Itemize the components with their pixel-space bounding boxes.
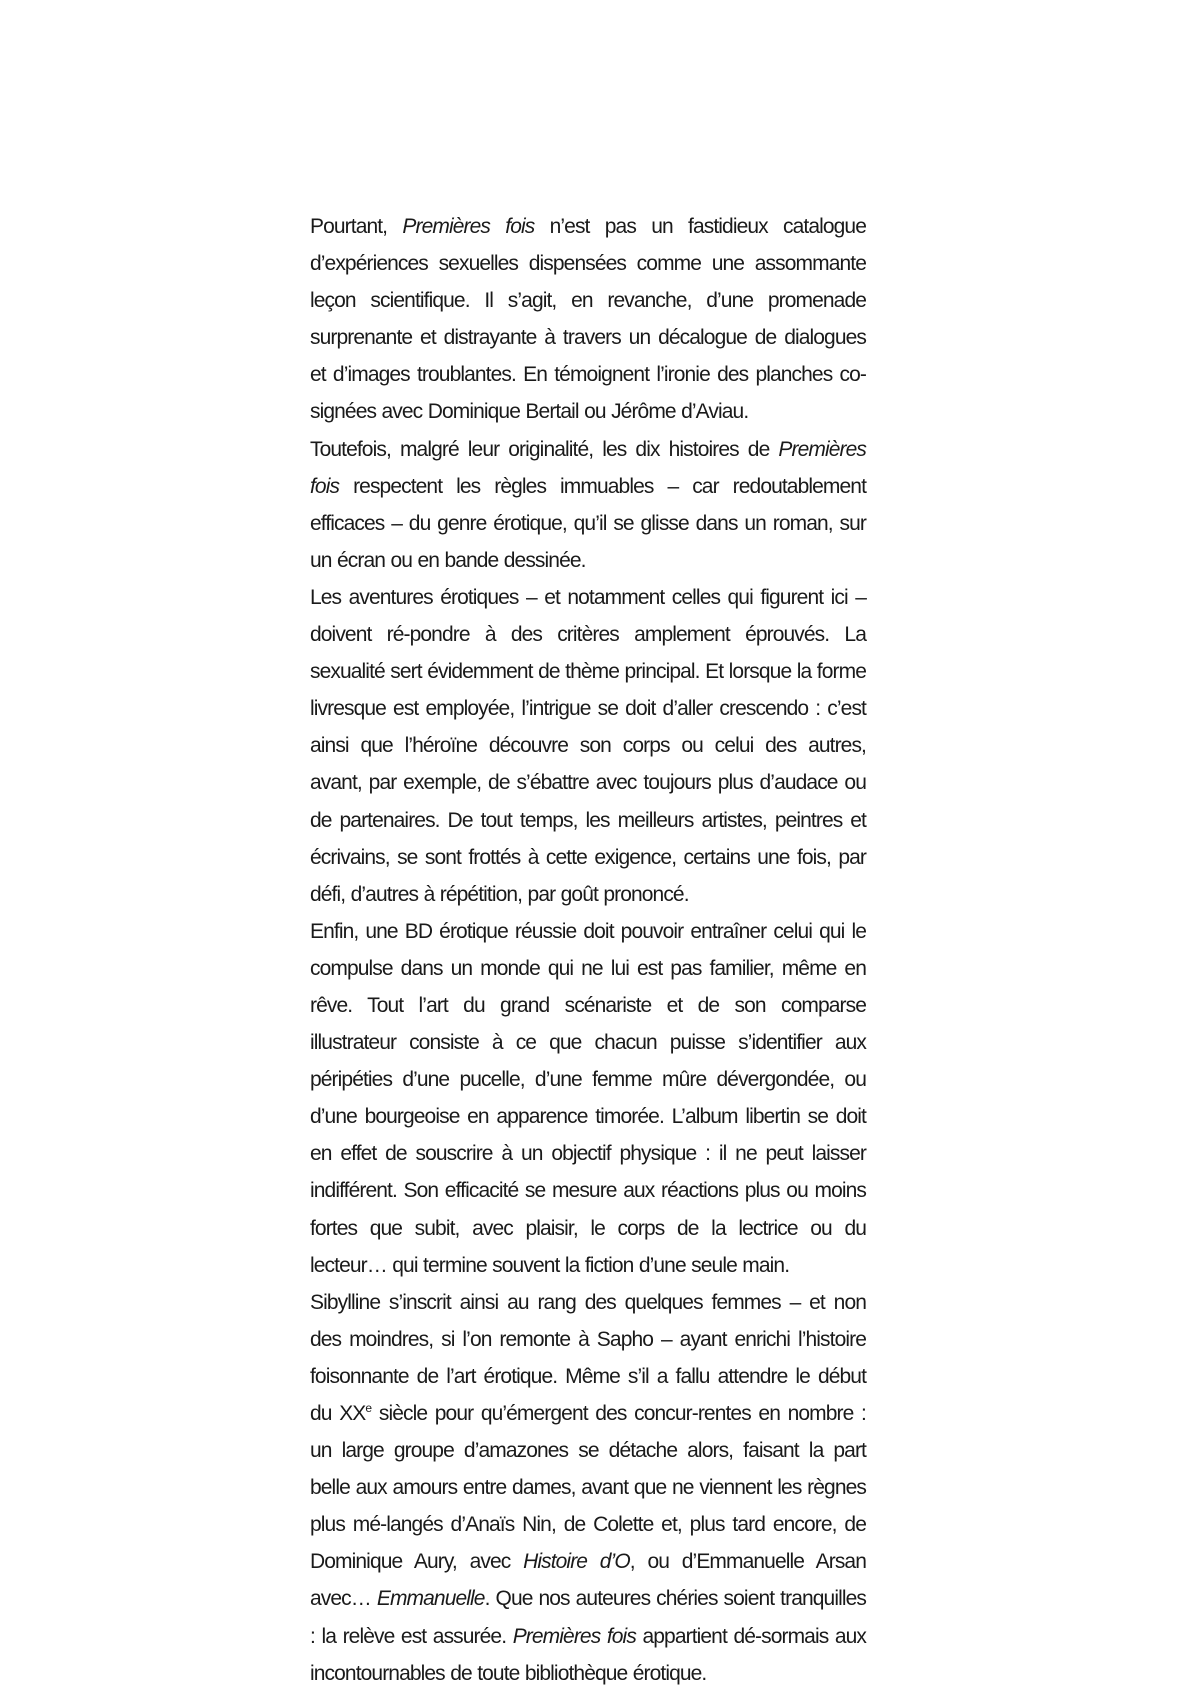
- paragraph: [310, 208, 866, 431]
- italic-title: Premières fois: [402, 215, 535, 238]
- text-segment: . Que nos auteures chéries soient tranquilles : la relève est assurée.: [310, 1587, 866, 1648]
- text-segment: n’est pas un fastidieux catalogue d’expériences sexuelles dispensées comme une assommante leçon scientifique. Il s’agit, en revanche, d’une promenade surprenante et distrayante à travers un décalogue de dialogues et d’images troublantes. En témoignent l’ironie des planches co-signées avec Dominique Bertail ou Jérôme d’Aviau.: [310, 215, 866, 424]
- paragraph: [310, 431, 866, 579]
- text-segment: Enfin, une BD érotique réussie doit pouvoir entraîner celui qui le compulse dans un monde qui ne lui est pas familier, même en rêve. Tout l’art du grand scénariste et de son comparse illustrateur consiste à ce que chacun puisse s’identifier aux péripéties d’une pucelle, d’une femme mûre dévergondée, ou d’une bourgeoise en apparence timorée. L’album libertin se doit en effet de souscrire à un objectif physique : il ne peut laisser indifférent. Son efficacité se mesure aux réactions plus ou moins fortes que subit, avec plaisir, le corps de la lectrice ou du lecteur… qui termine souvent la fiction d’une seule main.: [310, 919, 866, 1277]
- text-segment: siècle pour qu’émergent des concur-rentes en nombre : un large groupe d’amazones se détache alors, faisant la part belle aux amours entre dames, avant que ne viennent les règnes plus mé-langés d’Anaïs Nin, de Colette et, plus tard encore, de Dominique Aury, avec: [310, 1402, 866, 1574]
- text-segment: , ou d’Emmanuelle Arsan avec…: [310, 1550, 866, 1611]
- italic-title: Emmanuelle: [376, 1587, 485, 1611]
- italic-title: Premières fois: [512, 1624, 636, 1648]
- text-segment: Sibylline s’inscrit ainsi au rang des quelques femmes – et non des moindres, si l’on remonte à Sapho – ayant enrichi l’histoire foisonnante de l’art érotique. Même s’il a fallu attendre le début du XX: [310, 1290, 866, 1425]
- text-segment: Pourtant,: [310, 215, 403, 238]
- text-segment: respectent les règles immuables – car redoutablement efficaces – du genre érotique, qu’il se glisse dans un roman, sur un écran ou en bande dessinée.: [310, 474, 866, 572]
- paragraph: [310, 579, 866, 913]
- text-segment: Les aventures érotiques – et notamment celles qui figurent ici – doivent ré-pondre à des critères amplement éprouvés. La sexualité sert évidemment de thème principal. Et lorsque la forme livresque est employée, l’intrigue se doit d’aller crescendo : c’est ainsi que l’héroïne découvre son corps ou celui des autres, avant, par exemple, de s’ébattre avec toujours plus d’audace ou de partenaires. De tout temps, les meilleurs artistes, peintres et écrivains, se sont frottés à cette exigence, certains une fois, par défi, d’autres à répétition, par goût prononcé.: [310, 585, 866, 906]
- superscript: e: [365, 1401, 372, 1415]
- text-segment: Toutefois, malgré leur originalité, les dix histoires de: [310, 437, 779, 461]
- italic-title: Histoire d’O: [523, 1550, 630, 1574]
- italic-title: Premières fois: [310, 437, 866, 498]
- body-text: [310, 208, 866, 1692]
- paragraph: [310, 1284, 866, 1692]
- text-segment: appartient dé-sormais aux incontournables de toute bibliothèque érotique.: [310, 1624, 867, 1685]
- paragraph: [310, 913, 866, 1284]
